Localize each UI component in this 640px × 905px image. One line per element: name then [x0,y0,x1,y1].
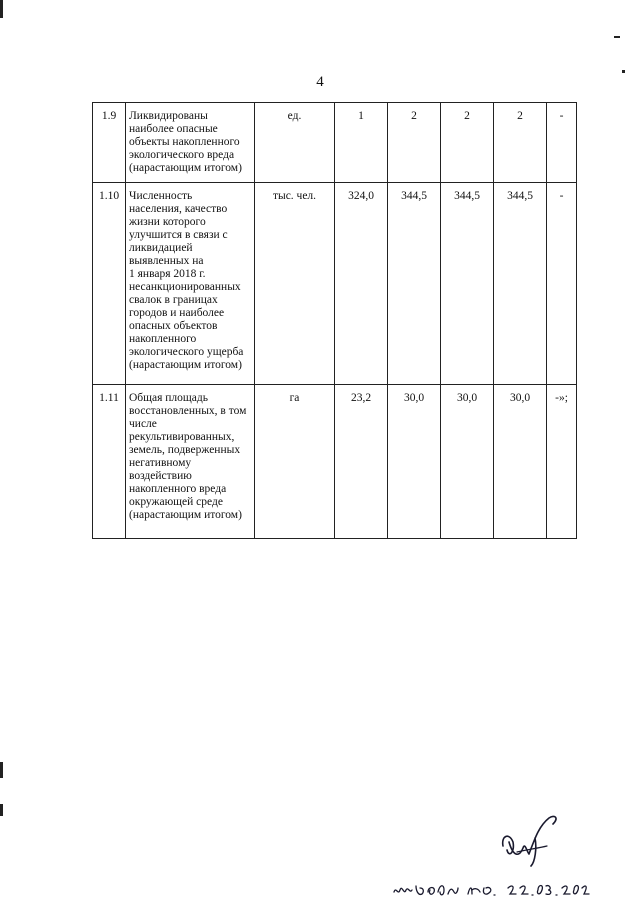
value-cell: 2 [388,103,441,183]
scan-edge-mark [0,0,3,18]
value-cell: 30,0 [494,385,547,539]
row-number: 1.11 [93,385,126,539]
indicator-name: Численность населения, качество жизни которого улучшится в связи с ликвидацией выявленных на 1 января 2018 г. несанкционированных свалок в границах городов и наиболее опасных объектов накопленного экологического ущерба (нарастающим итогом) [126,183,255,385]
page-number: 4 [316,74,324,90]
table-row [93,183,577,385]
last-cell: -»; [547,385,577,539]
indicator-name: Ликвидированы наиболее опасные объекты накопленного экологического вреда (нарастающим итогом) [126,103,255,183]
signature-mark [495,808,565,868]
row-number: 1.10 [93,183,126,385]
scan-edge-mark [0,762,3,778]
value-cell: 344,5 [494,183,547,385]
table-row [93,103,577,183]
value-cell: 23,2 [335,385,388,539]
unit-cell: га [255,385,335,539]
value-cell: 1 [335,103,388,183]
scan-edge-mark [0,804,3,816]
last-cell: - [547,103,577,183]
value-cell: 30,0 [388,385,441,539]
handwritten-note [390,876,590,900]
value-cell: 344,5 [441,183,494,385]
value-cell: 324,0 [335,183,388,385]
unit-cell: тыс. чел. [255,183,335,385]
indicator-name: Общая площадь восстановленных, в том числе рекультивированных, земель, подверженных негативному воздействию накопленного вреда окружающей среде (нарастающим итогом) [126,385,255,539]
value-cell: 2 [494,103,547,183]
value-cell: 2 [441,103,494,183]
row-number: 1.9 [93,103,126,183]
last-cell: - [547,183,577,385]
value-cell: 344,5 [388,183,441,385]
unit-cell: ед. [255,103,335,183]
table-row [93,385,577,539]
value-cell: 30,0 [441,385,494,539]
scan-edge-mark [614,36,620,38]
scan-edge-mark [622,70,625,73]
indicators-table [92,102,577,539]
